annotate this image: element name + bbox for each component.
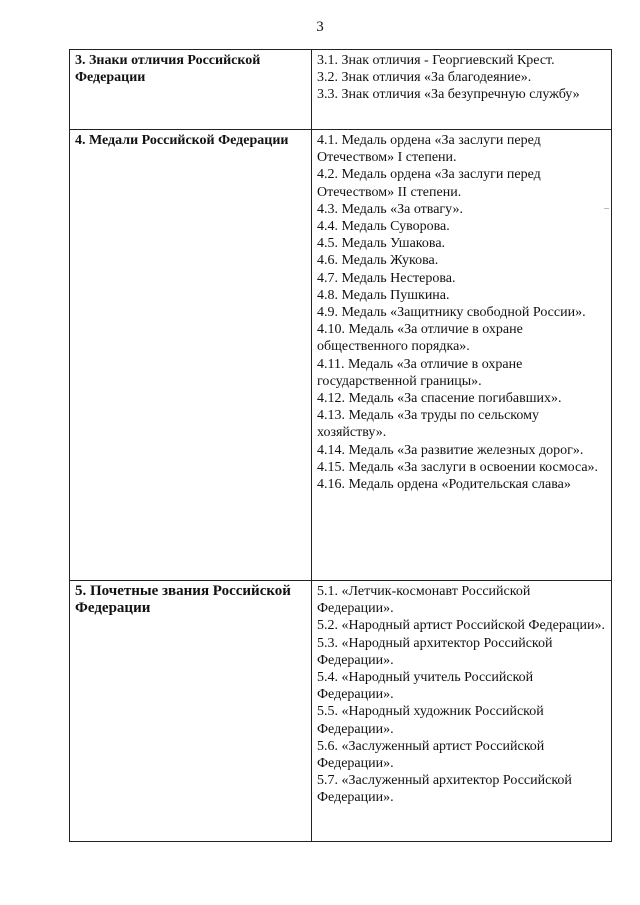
table-row bbox=[70, 130, 612, 581]
category-cell: 3. Знаки отличия Российской Федерации bbox=[70, 50, 312, 130]
list-item: 5.1. «Летчик-космонавт Российской Федерации». bbox=[317, 584, 531, 617]
list-item: 4.9. Медаль «Защитнику свободной России». bbox=[317, 305, 586, 321]
page-number: 3 bbox=[316, 19, 324, 35]
list-item: 4.5. Медаль Ушакова. bbox=[317, 236, 446, 252]
list-item: 5.5. «Народный художник Российской Федерации». bbox=[317, 704, 544, 737]
scan-mark bbox=[604, 208, 609, 209]
table-row bbox=[70, 581, 612, 842]
list-item: 4.1. Медаль ордена «За заслуги перед Отечеством» I степени. bbox=[317, 133, 541, 166]
list-item: 5.3. «Народный архитектор Российской Федерации». bbox=[317, 635, 553, 668]
list-item: 4.3. Медаль «За отвагу». bbox=[317, 201, 464, 217]
list-item: 5.6. «Заслуженный артист Российской Федерации». bbox=[317, 738, 545, 772]
list-item: 4.12. Медаль «За спасение погибавших». bbox=[317, 391, 562, 407]
list-item: 5.4. «Народный учитель Российской Федерации». bbox=[317, 670, 534, 703]
items-cell bbox=[312, 130, 612, 581]
list-item: 4.15. Медаль «За заслуги в освоении космоса». bbox=[317, 459, 599, 475]
list-item: 4.7. Медаль Нестерова. bbox=[317, 270, 456, 286]
list-item: 4.6. Медаль Жукова. bbox=[317, 253, 439, 269]
items-cell bbox=[312, 50, 612, 130]
list-item: 4.13. Медаль «За труды по сельскому хозяйству». bbox=[317, 408, 539, 441]
list-item: 4.16. Медаль ордена «Родительская слава» bbox=[317, 477, 571, 493]
list-item: 3.1. Знак отличия - Георгиевский Крест. bbox=[317, 53, 555, 68]
list-item: 4.14. Медаль «За развитие железных дорог». bbox=[317, 442, 584, 458]
table-row bbox=[70, 50, 612, 130]
list-item: 4.8. Медаль Пушкина. bbox=[317, 287, 450, 303]
list-item: 4.10. Медаль «За отличие в охране общественного порядка». bbox=[317, 322, 523, 355]
category-cell: 5. Почетные звания Российской Федерации bbox=[70, 581, 312, 842]
list-item: 4.2. Медаль ордена «За заслуги перед Отечеством» II степени. bbox=[317, 167, 541, 200]
list-item: 4.4. Медаль Суворова. bbox=[317, 219, 450, 235]
list-item: 5.2. «Народный артист Российской Федерации». bbox=[317, 618, 606, 634]
awards-table bbox=[69, 49, 612, 842]
list-item: 3.3. Знак отличия «За безупречную службу» bbox=[317, 87, 580, 103]
list-item: 5.7. «Заслуженный архитектор Российской Федерации». bbox=[317, 773, 572, 806]
list-item: 3.2. Знак отличия «За благодеяние». bbox=[317, 70, 532, 86]
category-cell: 4. Медали Российской Федерации bbox=[70, 130, 312, 581]
list-item: 4.11. Медаль «За отличие в охране государственной границы». bbox=[317, 356, 523, 389]
items-cell bbox=[312, 581, 612, 842]
